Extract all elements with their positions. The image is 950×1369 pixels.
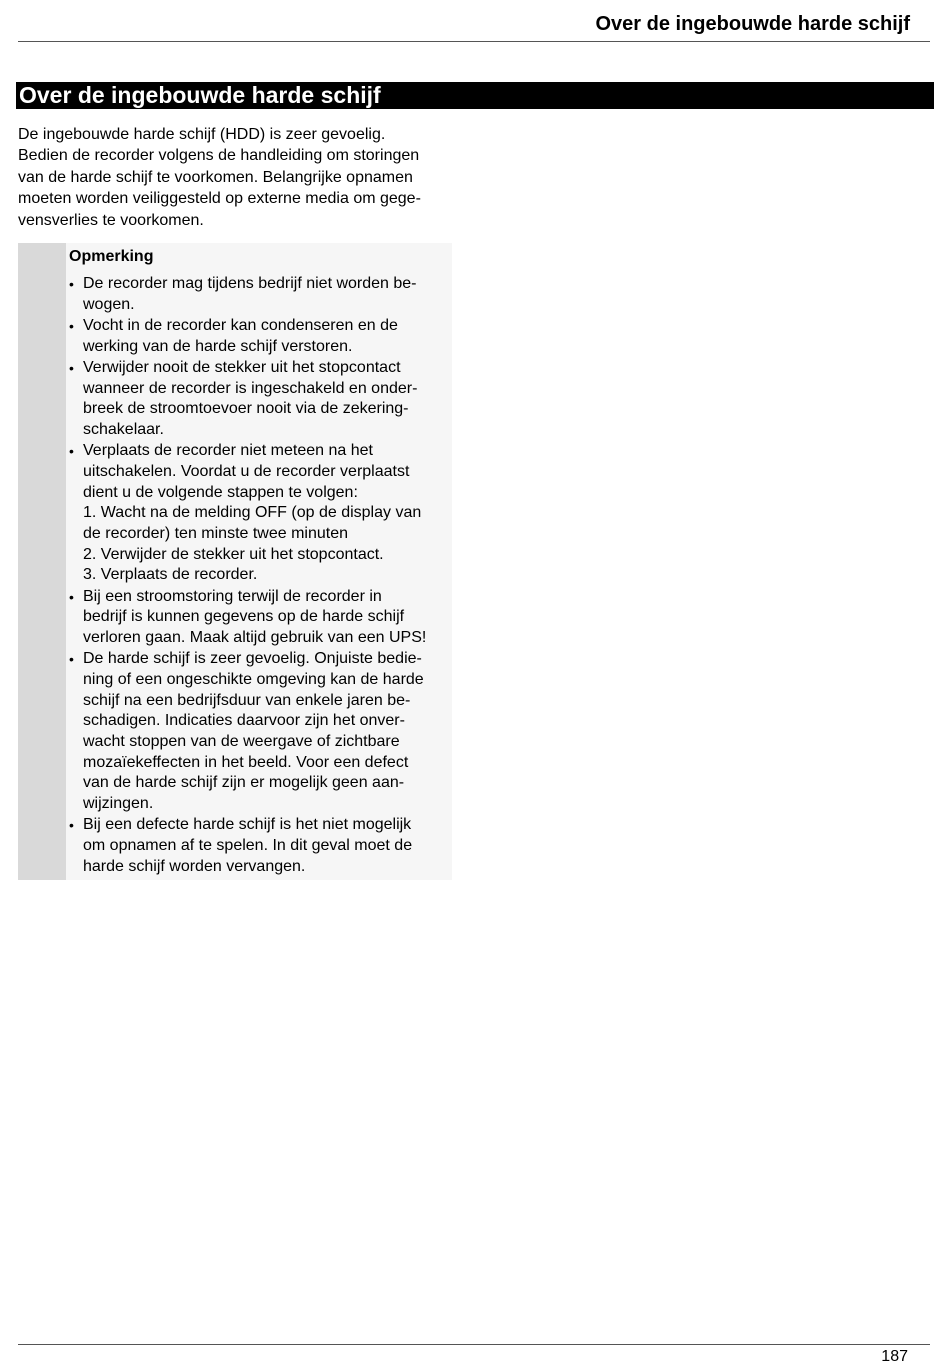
note-line: De recorder mag tijdens bedrijf niet worden be- bbox=[83, 275, 417, 292]
bullet-icon: • bbox=[69, 317, 74, 334]
note-line: Vocht in de recorder kan condenseren en de bbox=[83, 316, 398, 334]
intro-line: vensverlies te voorkomen. bbox=[18, 211, 204, 229]
note-list bbox=[69, 274, 454, 878]
note-line: werking van de harde schijf verstoren. bbox=[83, 337, 353, 355]
bullet-icon: • bbox=[69, 588, 74, 605]
note-line: De harde schijf is zeer gevoelig. Onjuiste bedie- bbox=[83, 650, 422, 668]
note-item bbox=[69, 441, 454, 586]
bullet-icon: • bbox=[69, 651, 74, 668]
note-line: Verwijder nooit de stekker uit het stopcontact bbox=[83, 358, 401, 376]
header-rule bbox=[18, 41, 930, 42]
note-line: 3. Verplaats de recorder. bbox=[83, 566, 258, 584]
note-line: wanneer de recorder is ingeschakeld en onder- bbox=[83, 379, 418, 397]
note-item bbox=[69, 649, 454, 815]
intro-line: Bedien de recorder volgens de handleiding om storingen bbox=[18, 147, 420, 165]
note-line: 2. Verwijder de stekker uit het stopcontact. bbox=[83, 545, 384, 563]
note-line: de recorder) ten minste twee minuten bbox=[83, 524, 349, 542]
note-line: ning of een ongeschikte omgeving kan de harde bbox=[83, 670, 424, 688]
page-number: 187 bbox=[881, 1348, 908, 1365]
intro-line: van de harde schijf te voorkomen. Belangrijke opnamen bbox=[18, 168, 413, 186]
note-title: Opmerking bbox=[69, 248, 154, 265]
note-line: schakelaar. bbox=[83, 420, 164, 438]
note-box bbox=[18, 243, 452, 880]
note-item bbox=[69, 815, 454, 877]
note-line: Bij een defecte harde schijf is het niet mogelijk bbox=[83, 816, 412, 834]
note-line: schijf na een bedrijfsduur van enkele jaren be- bbox=[83, 691, 411, 709]
note-line: Bij een stroomstoring terwijl de recorder in bbox=[83, 587, 382, 605]
note-line: wijzingen. bbox=[83, 795, 154, 813]
note-line: om opnamen af te spelen. In dit geval moet de bbox=[83, 836, 413, 854]
intro-paragraph bbox=[18, 124, 458, 231]
bullet-icon: • bbox=[69, 443, 74, 460]
running-header-title: Over de ingebouwde harde schijf bbox=[595, 13, 910, 35]
note-margin-bar bbox=[18, 243, 66, 880]
footer-rule bbox=[18, 1344, 930, 1345]
section-title: Over de ingebouwde harde schijf bbox=[16, 82, 934, 109]
note-line: harde schijf worden vervangen. bbox=[83, 857, 306, 875]
note-line: bedrijf is kunnen gegevens op de harde schijf bbox=[83, 608, 405, 626]
note-line: Verplaats de recorder niet meteen na het bbox=[83, 442, 373, 460]
note-line: verloren gaan. Maak altijd gebruik van een UPS! bbox=[83, 628, 427, 646]
intro-line: moeten worden veiliggesteld op externe media om gege- bbox=[18, 190, 421, 208]
note-line: wacht stoppen van de weergave of zichtbare bbox=[83, 732, 400, 750]
note-item bbox=[69, 358, 454, 441]
note-line: wogen. bbox=[83, 295, 135, 313]
bullet-icon: • bbox=[69, 359, 74, 376]
note-line: uitschakelen. Voordat u de recorder verplaatst bbox=[83, 462, 410, 480]
note-line: van de harde schijf zijn er mogelijk geen aan- bbox=[83, 774, 405, 792]
note-line: mozaïekeffecten in het beeld. Voor een defect bbox=[83, 753, 409, 771]
intro-line: De ingebouwde harde schijf (HDD) is zeer gevoelig. bbox=[18, 126, 386, 143]
note-line: breek de stroomtoevoer nooit via de zekering- bbox=[83, 400, 409, 418]
note-item bbox=[69, 587, 454, 649]
note-item bbox=[69, 316, 454, 357]
note-item bbox=[69, 274, 454, 315]
bullet-icon: • bbox=[69, 817, 74, 834]
note-line: schadigen. Indicaties daarvoor zijn het onver- bbox=[83, 712, 405, 730]
note-line: dient u de volgende stappen te volgen: bbox=[83, 483, 358, 501]
note-line: 1. Wacht na de melding OFF (op de display van bbox=[83, 504, 422, 522]
bullet-icon: • bbox=[69, 276, 74, 292]
